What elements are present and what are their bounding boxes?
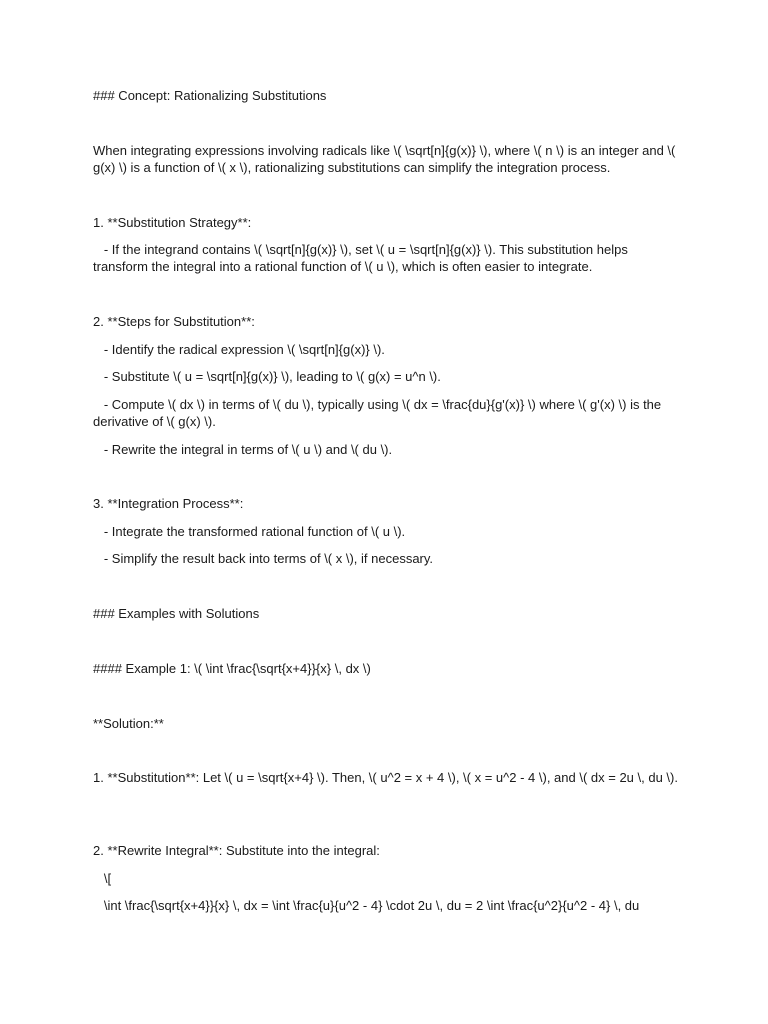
math-equation: \int \frac{\sqrt{x+4}}{x} \, dx = \int \frac{u}{u^2 - 4} \cdot 2u \, du = 2 \int \frac{u^2}{u^2 - 4} \, du bbox=[93, 898, 640, 913]
solution-step2: 2. **Rewrite Integral**: Substitute into the integral: bbox=[93, 843, 380, 858]
step1-text: - If the integrand contains \( \sqrt[n]{g(x)} \), set \( u = \sqrt[n]{g(x)} \). This substitution helps transform the integral into a rational function of \( u \), which is often easier to integrate. bbox=[93, 242, 632, 274]
step2-item: - Compute \( dx \) in terms of \( du \), typically using \( dx = \frac{du}{g'(x)} \) where \( g'(x) \) is the derivative of \( g(x) \). bbox=[93, 397, 665, 429]
step2-item: - Substitute \( u = \sqrt[n]{g(x)} \), leading to \( g(x) = u^n \). bbox=[93, 369, 441, 384]
example1-heading: #### Example 1: \( \int \frac{\sqrt{x+4}}{x} \, dx \) bbox=[93, 661, 371, 676]
concept-heading: ### Concept: Rationalizing Substitutions bbox=[93, 88, 327, 103]
step3-title: 3. **Integration Process**: bbox=[93, 496, 244, 511]
step3-item: - Simplify the result back into terms of \( x \), if necessary. bbox=[93, 551, 434, 566]
math-open: \[ bbox=[93, 871, 112, 886]
step2-title: 2. **Steps for Substitution**: bbox=[93, 314, 255, 329]
examples-heading: ### Examples with Solutions bbox=[93, 606, 260, 621]
step2-item: - Rewrite the integral in terms of \( u \) and \( du \). bbox=[93, 442, 393, 457]
step3-item: - Integrate the transformed rational function of \( u \). bbox=[93, 524, 406, 539]
step1-title: 1. **Substitution Strategy**: bbox=[93, 215, 252, 230]
intro-paragraph: When integrating expressions involving radicals like \( \sqrt[n]{g(x)} \), where \( n \) is an integer and \( g(x) \) is a function of \( x \), rationalizing substitutions can simplify the integration process. bbox=[93, 143, 679, 175]
step2-item: - Identify the radical expression \( \sqrt[n]{g(x)} \). bbox=[93, 342, 385, 357]
solution-label: **Solution:** bbox=[93, 716, 164, 731]
solution-step1: 1. **Substitution**: Let \( u = \sqrt{x+4} \). Then, \( u^2 = x + 4 \), \( x = u^2 - 4 \), and \( dx = 2u \, du \). bbox=[93, 770, 678, 785]
